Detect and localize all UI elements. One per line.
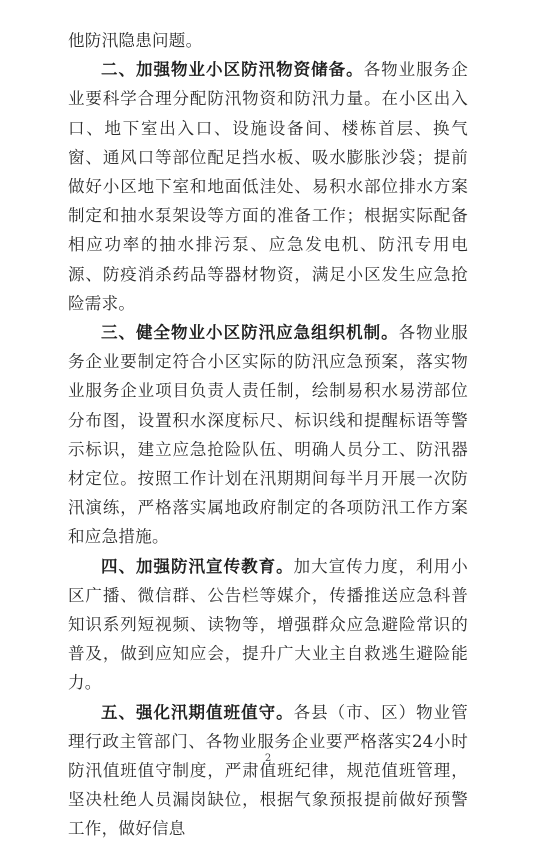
paragraph-heading: 五、强化汛期值班值守。	[101, 702, 294, 722]
paragraph-duty-watch	[68, 698, 468, 844]
paragraph-emergency-mechanism	[68, 318, 468, 552]
paragraph-body: 各县（市、区）物业管理行政主管部门、各物业服务企业要严格落实24小时防汛值班值守制度，严肃值班纪律，规范值班管理，坚决杜绝人员漏岗缺位，根据气象预报提前做好预警工作，做好信息	[68, 702, 468, 839]
paragraph-material-reserve	[68, 55, 468, 318]
paragraph-body: 各物业服务企业要制定符合小区实际的防汛应急预案，落实物业服务企业项目负责人责任制，绘制易积水易涝部位分布图，设置积水深度标尺、标识线和提醒标语等警示标识，建立应急抢险队伍、明确人员分工、防汛器材定位。按照工作计划在汛期期间每半月开展一次防汛演练，严格落实属地政府制定的各项防汛工作方案和应急措施。	[68, 323, 469, 547]
page-number: 2	[264, 753, 272, 764]
paragraph-heading: 三、健全物业小区防汛应急组织机制。	[101, 323, 399, 343]
paragraph-heading: 二、加强物业小区防汛物资储备。	[101, 60, 364, 80]
paragraph-body: 加大宣传力度，利用小区广播、微信群、公告栏等媒介，传播推送应急科普知识系列短视频、读物等，增强群众应急避险常识的普及，做到应知应会，提升广大业主自救逃生避险能力。	[68, 556, 468, 693]
paragraph-body: 他防汛隐患问题。	[68, 31, 203, 50]
paragraph-continuation	[68, 26, 468, 55]
paragraph-heading: 四、加强防汛宣传教育。	[101, 556, 294, 576]
paragraph-body: 各物业服务企业要科学合理分配防汛物资和防汛力量。在小区出入口、地下室出入口、设施设备间、楼栋首层、换气窗、通风口等部位配足挡水板、吸水膨胀沙袋；提前做好小区地下室和地面低洼处、易积水部位排水方案制定和抽水泵架设等方面的准备工作；根据实际配备相应功率的抽水排污泵、应急发电机、防汛专用电源、防疫消杀药品等器材物资，满足小区发生应急抢险需求。	[68, 60, 468, 313]
paragraph-publicity-education	[68, 552, 468, 698]
